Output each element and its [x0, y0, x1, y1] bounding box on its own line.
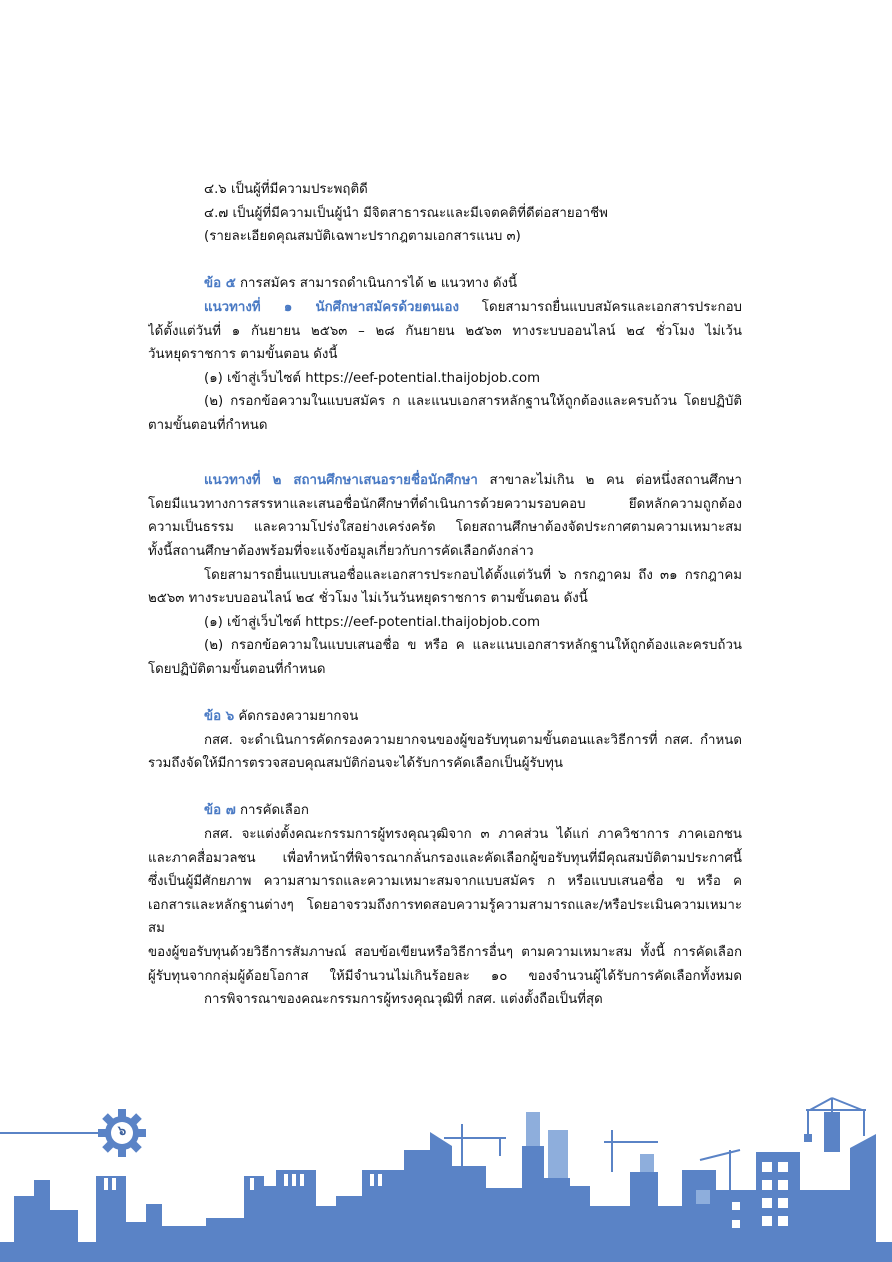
section-6-line-1: กสศ. จะดำเนินการคัดกรองความยากจนของผู้ขอรับทุนตามขั้นตอนและวิธีการที่ กสศ. กำหนด: [204, 732, 742, 748]
way-2-line-5: โดยสามารถยื่นแบบเสนอชื่อและเอกสารประกอบได้ตั้งแต่วันที่ ๖ กรกฎาคม ถึง ๓๑ กรกฎาคม: [204, 567, 742, 583]
section-6-line-2: รวมถึงจัดให้มีการตรวจสอบคุณสมบัติก่อนจะได้รับการคัดเลือกเป็นผู้รับทุน: [148, 756, 563, 772]
section-7-line-5: ของผู้ขอรับทุนด้วยวิธีการสัมภาษณ์ สอบข้อเขียนหรือวิธีการอื่นๆ ตามความเหมาะสม ทั้งนี้ การคัดเลือก: [148, 945, 742, 960]
section-7-heading: [148, 799, 742, 823]
section-7-title: การคัดเลือก: [235, 803, 309, 819]
way-2-line-6: ๒๕๖๓ ทางระบบออนไลน์ ๒๔ ชั่วโมง ไม่เว้นวันหยุดราชการ ตามขั้นตอน ดังนี้: [148, 591, 588, 607]
section-7-line-3: ซึ่งเป็นผู้มีศักยภาพ ความสามารถและความเหมาะสมจากแบบสมัคร ก หรือแบบเสนอชื่อ ข หรือ ค: [148, 874, 742, 890]
way-1-step-1: (๑) เข้าสู่เว็บไซต์ https://eef-potential.thaijobjob.com: [204, 370, 541, 386]
way-1-step-2-cont: ตามขั้นตอนที่กำหนด: [148, 417, 268, 433]
way-2-label: แนวทางที่ ๒ สถานศึกษาเสนอรายชื่อนักศึกษา: [204, 473, 478, 489]
way-1-line-1: แนวทางที่ ๑ นักศึกษาสมัครด้วยตนเอง โดยสามารถยื่นแบบสมัครและเอกสารประกอบ: [204, 299, 742, 315]
document-body: [148, 178, 742, 1012]
way-2-line-4: ทั้งนี้สถานศึกษาต้องพร้อมที่จะแจ้งข้อมูลเกี่ยวกับการคัดเลือกดังกล่าว: [148, 543, 534, 559]
section-7-line-4: เอกสารและหลักฐานต่างๆ โดยอาจรวมถึงการทดสอบความรู้ความสามารถและ/หรือประเมินความเหมาะสม: [148, 897, 742, 937]
section-7-line-1: กสศ. จะแต่งตั้งคณะกรรมการผู้ทรงคุณวุฒิจาก ๓ ภาคส่วน ได้แก่ ภาควิชาการ ภาคเอกชน: [204, 827, 742, 843]
way-1-step-2: (๒) กรอกข้อความในแบบสมัคร ก และแนบเอกสารหลักฐานให้ถูกต้องและครบถ้วน โดยปฏิบัติ: [204, 394, 742, 410]
way-2-line-1: แนวทางที่ ๒ สถานศึกษาเสนอรายชื่อนักศึกษา สาขาละไม่เกิน ๒ คน ต่อหนึ่งสถานศึกษา: [204, 473, 742, 489]
section-5-label: ข้อ ๕: [204, 276, 236, 292]
way-2-step-1: (๑) เข้าสู่เว็บไซต์ https://eef-potential.thaijobjob.com: [204, 614, 541, 630]
way-1-line-3: วันหยุดราชการ ตามขั้นตอน ดังนี้: [148, 347, 338, 363]
way-1-line-2: ได้ตั้งแต่วันที่ ๑ กันยายน ๒๕๖๓ – ๒๘ กันยายน ๒๕๖๓ ทางระบบออนไลน์ ๒๔ ชั่วโมง ไม่เว้น: [148, 323, 742, 339]
section-5-heading: [148, 272, 742, 296]
way-2-step-2-cont: โดยปฏิบัติตามขั้นตอนที่กำหนด: [148, 661, 326, 677]
item-4-6: ๔.๖ เป็นผู้ที่มีความประพฤติดี: [204, 182, 368, 197]
item-4-7: ๔.๗ เป็นผู้ที่มีความเป็นผู้นำ มีจิตสาธารณะและมีเจตคติที่ดีต่อสายอาชีพ: [204, 205, 608, 221]
section-6-title: คัดกรองความยากจน: [234, 709, 359, 725]
section-6-heading: [148, 705, 742, 729]
way-2-step-2: (๒) กรอกข้อความในแบบเสนอชื่อ ข หรือ ค และแนบเอกสารหลักฐานให้ถูกต้องและครบถ้วน: [204, 638, 742, 654]
section-5-title: การสมัคร สามารถดำเนินการได้ ๒ แนวทาง ดังนี้: [235, 276, 518, 292]
way-2-line-2: โดยมีแนวทางการสรรหาและเสนอชื่อนักศึกษาที่ดำเนินการด้วยความรอบคอบ ยึดหลักความถูกต้อง: [148, 496, 742, 512]
section-7-line-2: และภาคสื่อมวลชน เพื่อทำหน้าที่พิจารณากลั่นกรองและคัดเลือกผู้ขอรับทุนที่มีคุณสมบัติตามประกาศนี้: [148, 850, 742, 866]
section-7-line-6: ผู้รับทุนจากกลุ่มผู้ด้อยโอกาส ให้มีจำนวนไม่เกินร้อยละ ๑๐ ของจำนวนผู้ได้รับการคัดเลือกทั้งหมด: [148, 968, 742, 984]
item-4-note: (รายละเอียดคุณสมบัติเฉพาะปรากฎตามเอกสารแนบ ๓): [204, 229, 521, 245]
page-number: ๖: [117, 1124, 127, 1139]
section-7-line-7: การพิจารณาของคณะกรรมการผู้ทรงคุณวุฒิที่ กสศ. แต่งตั้งถือเป็นที่สุด: [204, 992, 603, 1008]
section-7-label: ข้อ ๗: [204, 803, 236, 819]
section-6-label: ข้อ ๖: [204, 709, 235, 725]
city-skyline-icon: [0, 1080, 892, 1262]
way-2-line-3: ความเป็นธรรม และความโปร่งใสอย่างเคร่งครัด โดยสถานศึกษาต้องจัดประกาศตามความเหมาะสม: [148, 520, 742, 536]
way-1-label: แนวทางที่ ๑ นักศึกษาสมัครด้วยตนเอง: [204, 299, 459, 315]
